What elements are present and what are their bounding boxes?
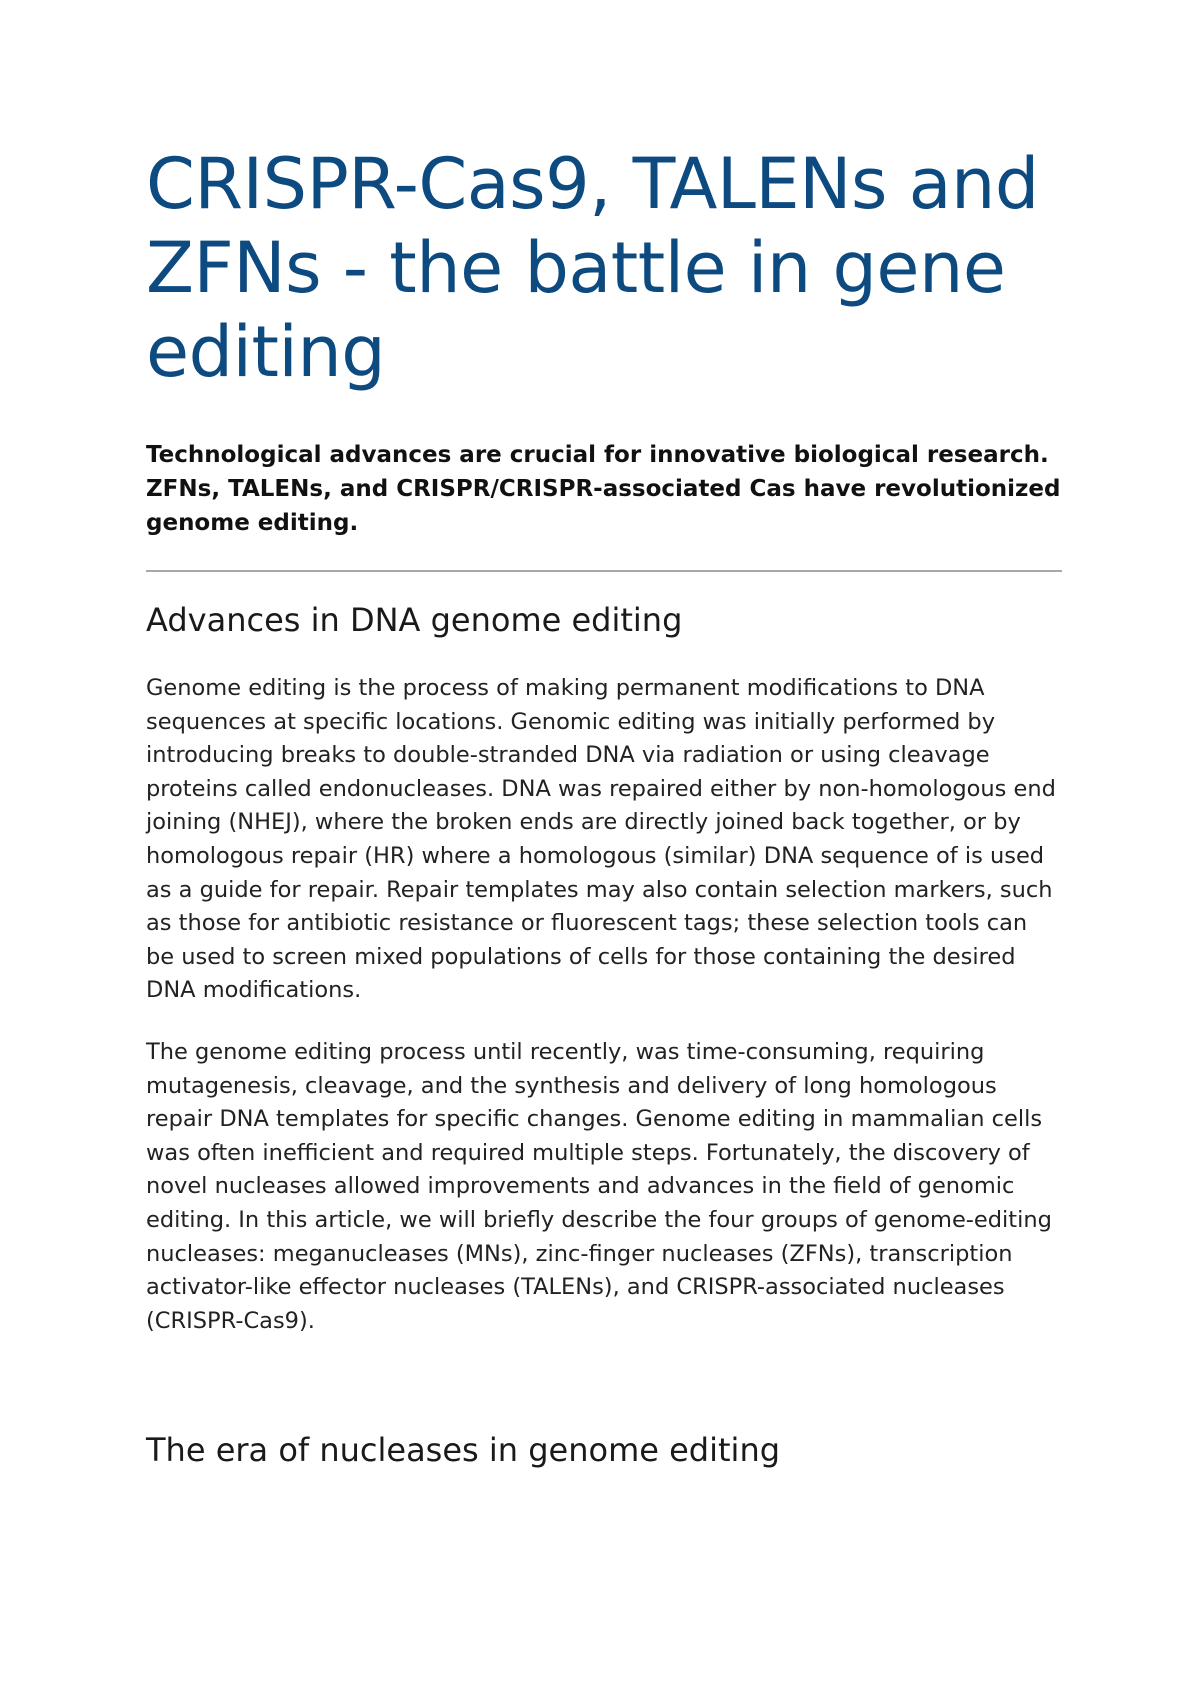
- article-lead: Technological advances are crucial for innovative biological research. ZFNs, TALENs, and CRISPR/CRISPR-associated Cas have revolutionized genome editing.: [146, 442, 1061, 536]
- section-heading-advances: Advances in DNA genome editing: [146, 601, 683, 639]
- article-title: CRISPR-Cas9, TALENs and ZFNs - the battle in gene editing: [146, 143, 1039, 393]
- section-heading-era-of-nucleases: The era of nucleases in genome editing: [146, 1431, 781, 1470]
- article: [146, 142, 1062, 1472]
- section-paragraph: The genome editing process until recently, was time-consuming, requiring mutagenesis, cleavage, and the synthesis and delivery of long homologous repair DNA templates for specific changes. Genome editing in mammalian cells was often inefficient and required multiple steps. Fortunately, the discovery of novel nucleases allowed improvements and advances in the field of genomic editing. In this article, we will briefly describe the four groups of genome-editing nucleases: meganucleases (MNs), zinc-finger nucleases (ZFNs), transcription activator-like effector nucleases (TALENs), and CRISPR-associated nucleases (CRISPR-Cas9).: [146, 1038, 1052, 1334]
- divider: [146, 570, 1062, 572]
- section-paragraph: Genome editing is the process of making permanent modifications to DNA sequences at specific locations. Genomic editing was initially performed by introducing breaks to double-stranded DNA via radiation or using cleavage proteins called endonucleases. DNA was repaired either by non-homologous end joining (NHEJ), where the broken ends are directly joined back together, or by homologous repair (HR) where a homologous (similar) DNA sequence of is used as a guide for repair. Repair templates may also contain selection markers, such as those for antibiotic resistance or fluorescent tags; these selection tools can be used to screen mixed populations of cells for those containing the desired DNA modifications.: [146, 675, 1056, 1004]
